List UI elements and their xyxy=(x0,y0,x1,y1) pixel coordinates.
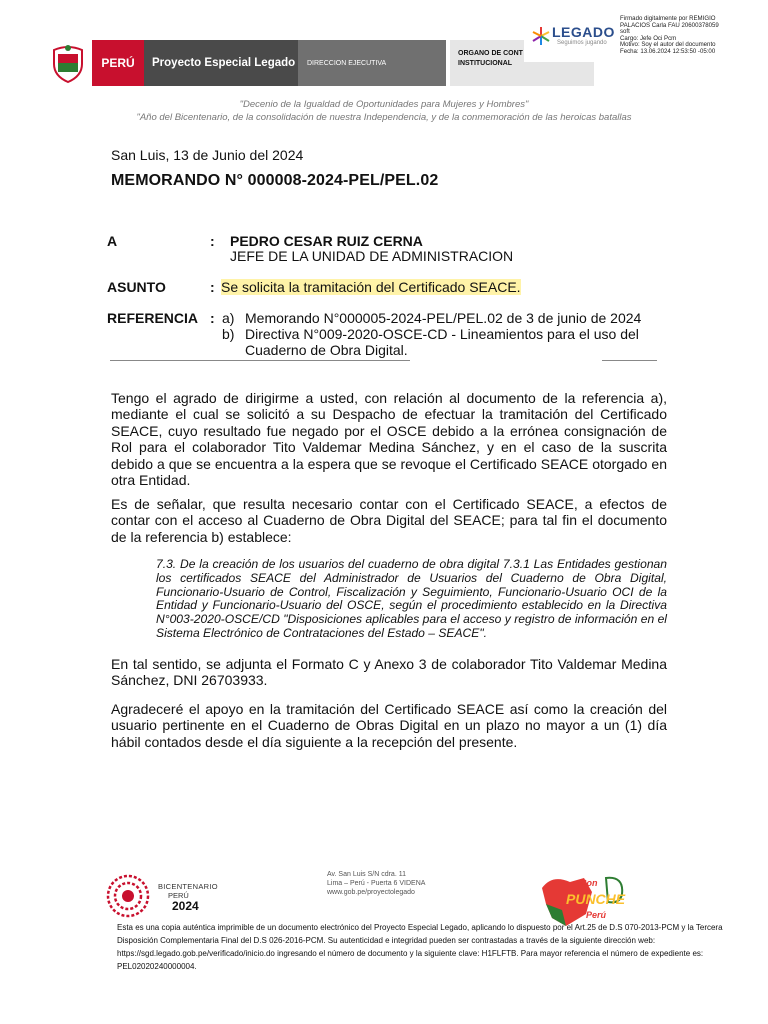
footer-address-line1: Av. San Luis S/N cdra. 11 xyxy=(327,871,406,878)
reference-b-text-line2: Cuaderno de Obra Digital. xyxy=(245,342,408,358)
memo-date: San Luis, 13 de Junio del 2024 xyxy=(111,147,304,163)
bicentennial-label: BICENTENARIO xyxy=(158,882,218,891)
body-paragraph-1: Tengo el agrado de dirigirme a usted, con relación al documento de la referencia a), mediante el cual se solicitó a su Despacho de efectuar la tramitación del Certificado SEACE, cuyo resultado fue negado por el OSCE debido a la errónea consignación de Rol para el colaborador Tito Valdemar Medina Sánchez, y en el caso de la suscrita debido a que se encuentra a la espera que se revoque el Certificado SEACE otorgado en otra Entidad. xyxy=(111,390,667,489)
organ-label-line1: ORGANO DE CONT xyxy=(458,50,523,57)
bicentennial-year: 2024 xyxy=(172,899,199,913)
punche-con-text: Con xyxy=(580,878,598,888)
separator-line-right xyxy=(602,360,657,361)
project-name: Proyecto Especial Legado xyxy=(144,40,298,86)
legado-tagline: Seguimos jugando xyxy=(557,40,607,46)
subject-text: Se solicita la tramitación del Certificado SEACE. xyxy=(221,279,521,295)
legado-brand: LEGADO xyxy=(552,24,615,40)
subject-label: ASUNTO xyxy=(107,279,166,295)
digital-signature-text: Firmado digitalmente por REMIGIO PALACIOS Carla FAU 20600378059 soft Cargo: Jefe Oci Pcm Motivo: Soy el autor del documento Fecha: 13.06.2024 12:53:50 -05:00 xyxy=(620,15,719,55)
authenticity-note: Esta es una copia auténtica imprimible de un documento electrónico del Proyecto Especial Legado, aplicando lo dispuesto por el Art.25 de D.S 070-2013-PCM y la Tercera Disposición Complementaria Final del D.S 026-2016-PCM. Su autenticidad e integridad pueden ser contrastadas a través de la siguiente dirección web: https://sgd.legado.gob.pe/verificado/inicio.do ingresando el número de documento y la siguiente clave: H1FLFTB. Para mayor referencia el número de expediente es: PEL02020240000004. xyxy=(117,923,723,971)
recipient-colon: : xyxy=(210,233,215,249)
reference-a-marker: a) xyxy=(222,310,235,326)
bicentennial-logo-icon xyxy=(100,872,156,920)
body-paragraph-4: Agradeceré el apoyo en la tramitación del Certificado SEACE así como la creación del usuario pertinente en el Cuaderno de Obras Digital en un plazo no mayor a un (1) día hábil contados desde el día siguiente a la recepción del presente. xyxy=(111,701,667,750)
memo-number: MEMORANDO N° 000008-2024-PEL/PEL.02 xyxy=(111,172,439,189)
recipient-label: A xyxy=(107,233,118,249)
organ-label-line2: INSTITUCIONAL xyxy=(458,60,513,67)
punche-peru-text: Perú xyxy=(586,910,607,920)
direction-label: DIRECCION EJECUTIVA xyxy=(298,40,446,86)
footer-address-line2: Lima – Perú - Puerta 6 VIDENA xyxy=(327,880,426,887)
separator-line-left xyxy=(110,360,410,361)
footer-address xyxy=(327,870,425,897)
recipient-name: PEDRO CESAR RUIZ CERNA xyxy=(230,233,423,249)
peru-label: PERÚ xyxy=(92,40,144,86)
body-paragraph-2: Es de señalar, que resulta necesario contar con el Certificado SEACE, a efectos de contar con el acceso al Cuaderno de Obra Digital del SEACE; para tal fin el documento de la referencia b) establece: xyxy=(111,496,667,545)
slogan-year: "Año del Bicentenario, de la consolidación de nuestra Independencia, y de la conmemoración de las heroicas batallas xyxy=(136,112,632,122)
bicentennial-country: PERÚ xyxy=(168,891,189,900)
directive-quote: 7.3. De la creación de los usuarios del cuaderno de obra digital 7.3.1 Las Entidades gestionan los certificados SEACE del Administrador de Usuarios del Cuaderno de Obra Digital, Funcionario-Usuario de Control, Fiscalización y Seguimiento, Funcionario-Usuario OCI de la Entidad y Funcionario-Usuario del OSCE, según el procedimiento establecido en la Directiva N°003-2020-OSCE/CD "Disposiciones aplicables para el acceso y registro de información en el Sistema Electrónico de Contrataciones del Estado – SEACE". xyxy=(156,557,667,640)
body-paragraph-3: En tal sentido, se adjunta el Formato C y Anexo 3 de colaborador Tito Valdemar Medina Sánchez, DNI 26703933. xyxy=(111,656,667,689)
reference-b-marker: b) xyxy=(222,326,235,342)
recipient-title: JEFE DE LA UNIDAD DE ADMINISTRACION xyxy=(230,248,514,264)
reference-b-text-line1: Directiva N°009-2020-OSCE-CD - Lineamientos para el uso del xyxy=(245,326,639,342)
slogan-decade: "Decenio de la Igualdad de Oportunidades para Mujeres y Hombres" xyxy=(239,99,529,110)
reference-colon: : xyxy=(210,310,215,326)
subject-colon: : xyxy=(210,279,215,295)
national-shield-icon xyxy=(50,42,86,84)
reference-label: REFERENCIA xyxy=(107,310,199,326)
punche-main-text: PUNCHE xyxy=(566,891,626,907)
footer-website[interactable]: www.gob.pe/proyectolegado xyxy=(327,889,415,896)
reference-a-text: Memorando N°000005-2024-PEL/PEL.02 de 3 de junio de 2024 xyxy=(245,310,642,326)
